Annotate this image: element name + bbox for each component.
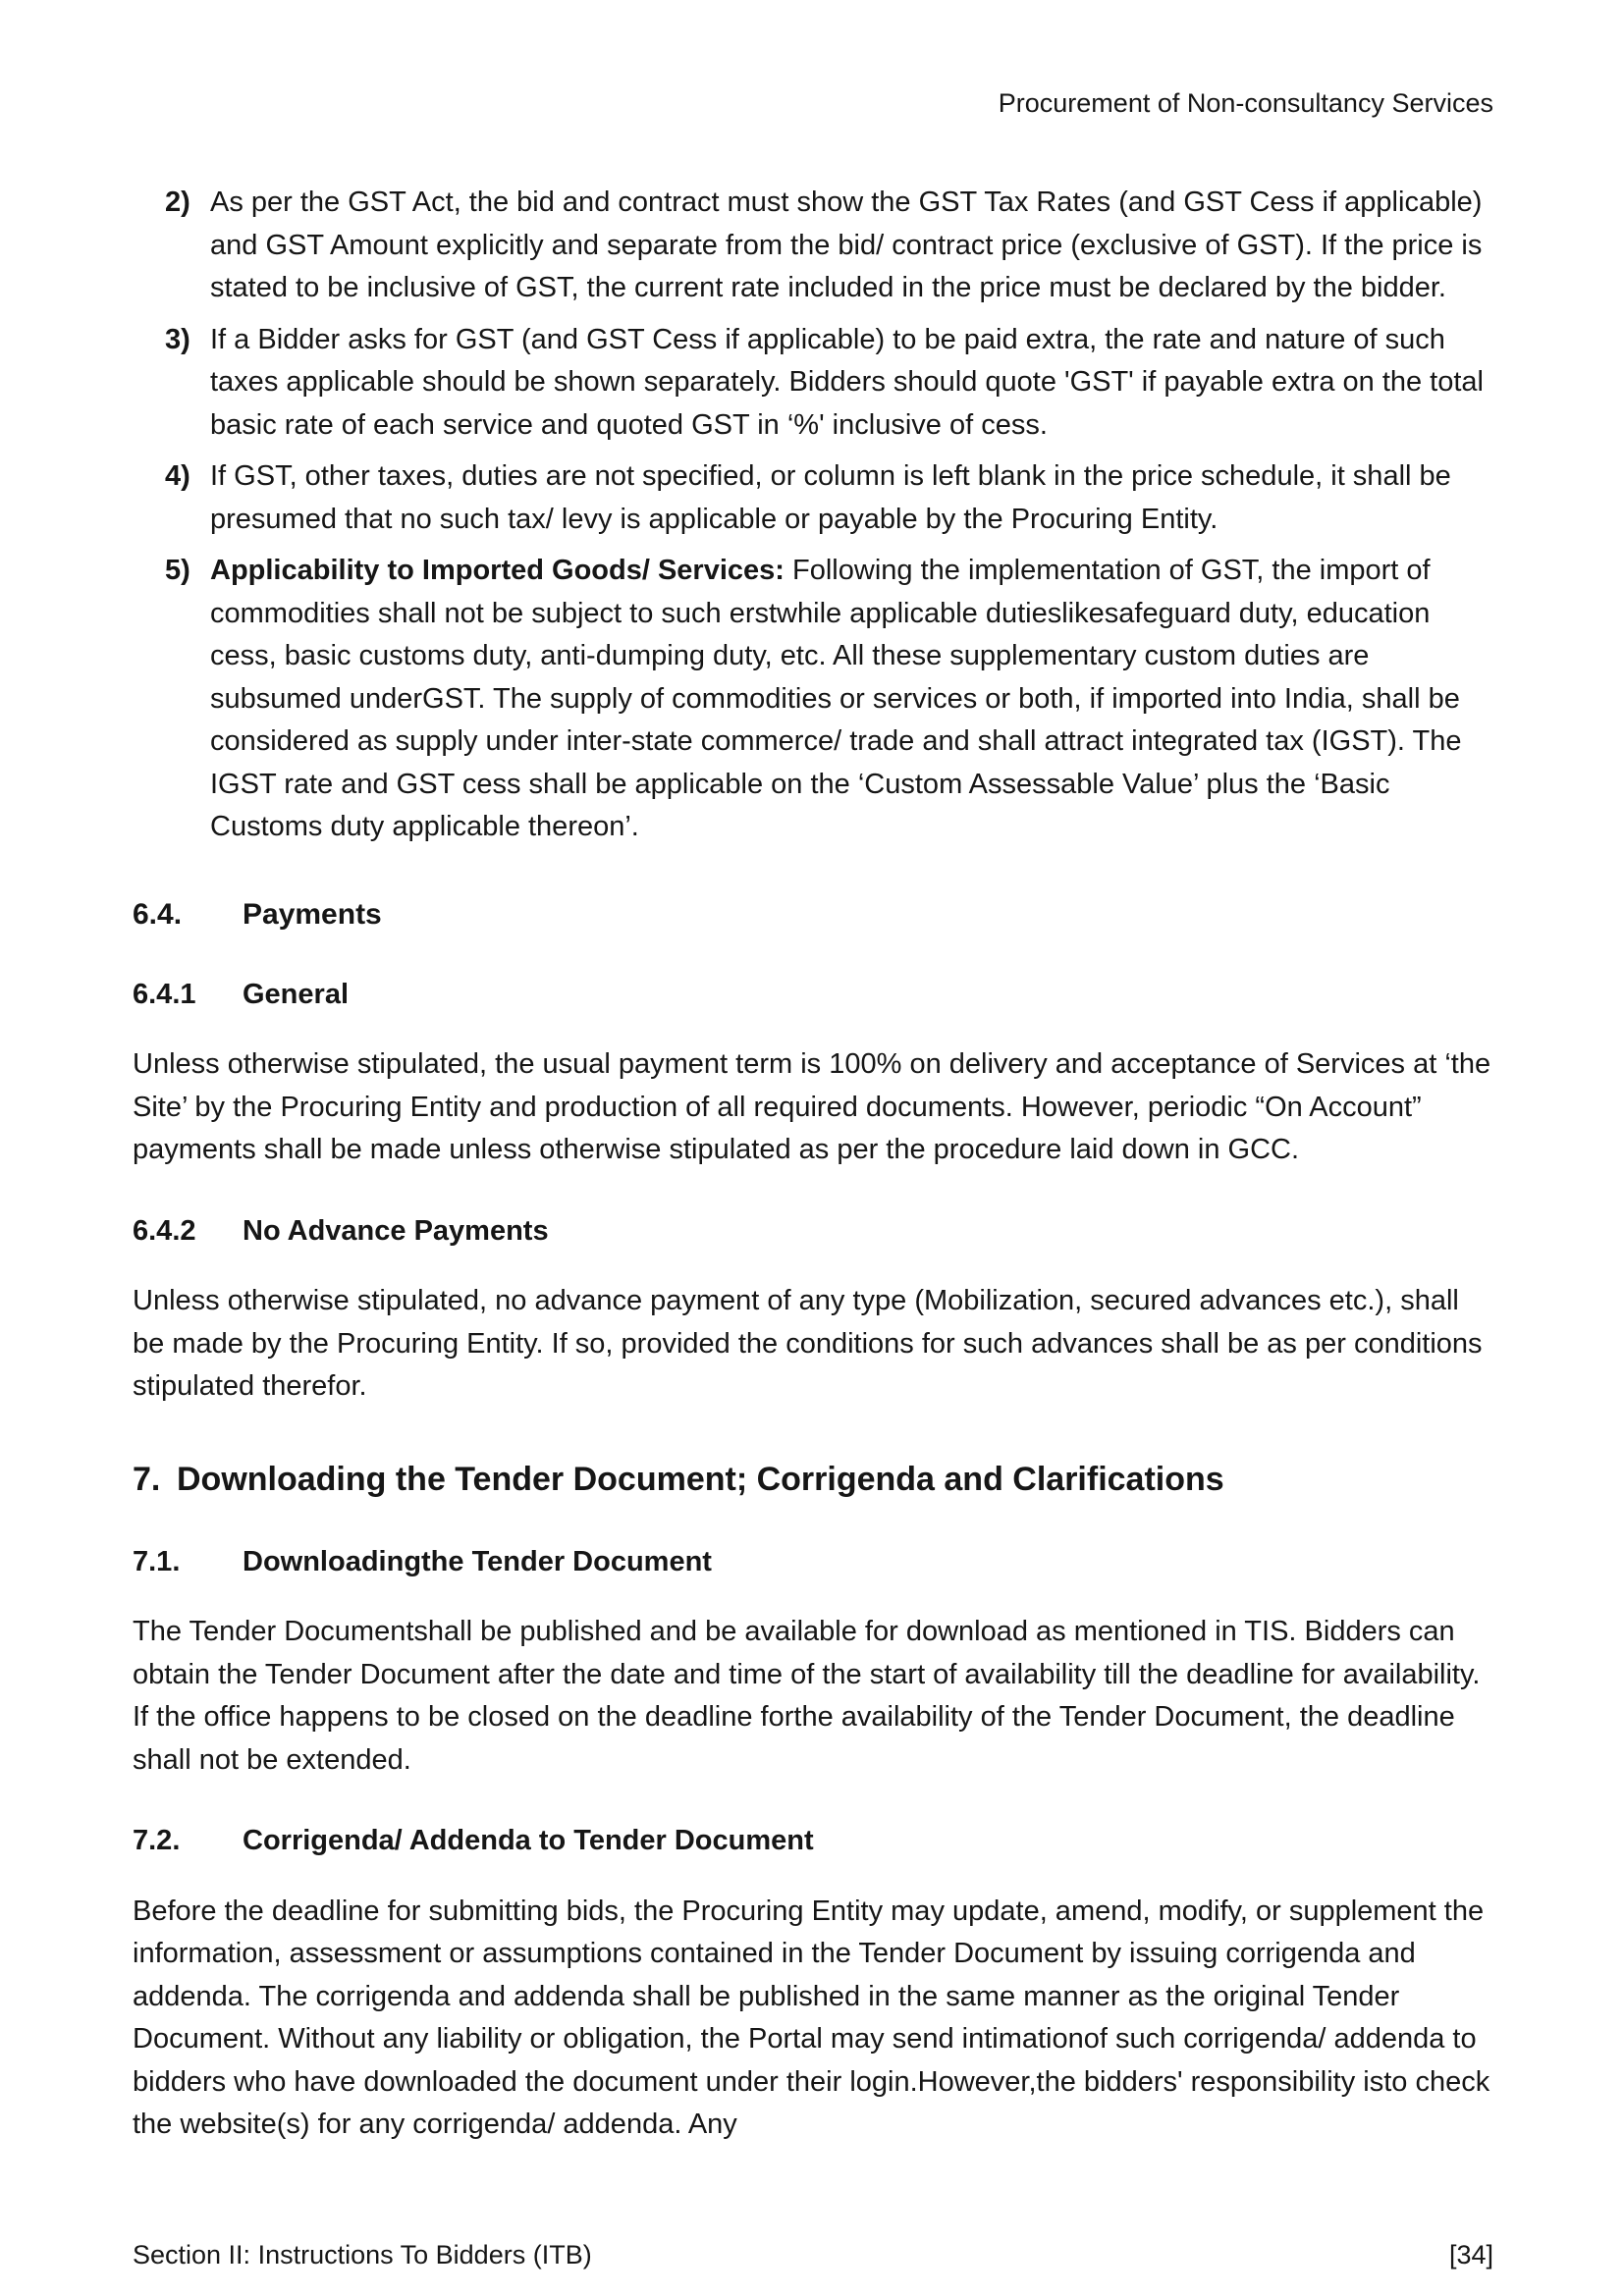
list-item-bold-lead: Applicability to Imported Goods/ Services: (210, 555, 785, 586)
section-heading-6-4-1 (133, 975, 1493, 1015)
list-item-4 (165, 455, 1493, 541)
numbered-list (165, 182, 1493, 849)
page-footer (133, 2240, 1493, 2270)
section-heading-6-4-2 (133, 1211, 1493, 1252)
list-item-5 (165, 550, 1493, 849)
paragraph-no-advance: Unless otherwise stipulated, no advance payment of any type (Mobilization, secured advances etc.), shall be made by the Procuring Entity. If so, provided the conditions for such advances shall be as per conditions stipulated therefor. (133, 1285, 1483, 1403)
page-header: Procurement of Non-consultancy Services (998, 88, 1493, 118)
section-title: Downloading the Tender Document; Corrigenda and Clarifications (177, 1460, 1224, 1498)
section-title: General (243, 978, 349, 1010)
section-heading-7-2 (133, 1821, 1493, 1861)
list-item-text: If GST, other taxes, duties are not specified, or column is left blank in the price schedule, it shall be presumed that no such tax/ levy is applicable or payable by the Procuring Entity. (210, 460, 1451, 535)
section-number: 6.4. (133, 897, 183, 931)
list-item-number: 4) (165, 460, 190, 492)
section-number: 6.4.1 (133, 978, 196, 1010)
section-title: Corrigenda/ Addenda to Tender Document (243, 1825, 814, 1857)
list-item-number: 3) (165, 323, 190, 355)
list-item-text: As per the GST Act, the bid and contract must show the GST Tax Rates (and GST Cess if applicable) and GST Amount explicitly and separate from the bid/ contract price (exclusive of GST). If the price is stated to be inclusive of GST, the current rate included in the price must be declared by the bidder. (210, 187, 1483, 303)
list-item-text (210, 550, 1493, 849)
list-item-body: Following the implementation of GST, the import of commodities shall not be subject to such erstwhile applicable dutieslikesafeguard duty, education cess, basic customs duty, anti-dumping duty, etc. All these supplementary custom duties are subsumed underGST. The supply of commodities or services or both, if imported into India, shall be considered as supply under inter-state commerce/ trade and shall attract integrated tax (IGST). The IGST rate and GST cess shall be applicable on the ‘Custom Assessable Value’ plus the ‘Basic Customs duty applicable thereon’. (210, 555, 1462, 842)
page-number: [34] (1448, 2240, 1493, 2269)
paragraph-corrigenda: Before the deadline for submitting bids, the Procuring Entity may update, amend, modify, or supplement the information, assessment or assumptions contained in the Tender Document by issuing corrigenda and addenda. The corrigenda and addenda shall be published in the same manner as the original Tender Document. Without any liability or obligation, the Portal may send intimationof such corrigenda/ addenda to bidders who have downloaded the document under their login.However,the bidders' responsibility isto check the website(s) for any corrigenda/ addenda. Any (133, 1895, 1490, 2141)
section-number: 7.1. (133, 1545, 181, 1577)
list-item-text: If a Bidder asks for GST (and GST Cess if applicable) to be paid extra, the rate and nature of such taxes applicable should be shown separately. Bidders should quote 'GST' if payable extra on the total basic rate of each service and quoted GST in ‘%' inclusive of cess. (210, 323, 1484, 441)
list-item-number: 2) (165, 187, 190, 218)
section-title: Downloadingthe Tender Document (243, 1545, 712, 1577)
section-number: 7. (133, 1460, 161, 1498)
section-number: 7.2. (133, 1825, 181, 1857)
section-number: 6.4.2 (133, 1214, 196, 1247)
section-heading-6-4 (133, 894, 1493, 935)
section-heading-7 (133, 1458, 1493, 1503)
section-title: No Advance Payments (243, 1214, 549, 1247)
section-title: Payments (243, 897, 382, 931)
paragraph-downloading: The Tender Documentshall be published and be available for download as mentioned in TIS. Bidders can obtain the Tender Document after the date and time of the start of availability till the deadline for availability. If the office happens to be closed on the deadline forthe availability of the Tender Document, the deadline shall not be extended. (133, 1616, 1481, 1776)
paragraph-general: Unless otherwise stipulated, the usual payment term is 100% on delivery and acceptance of Services at ‘the Site’ by the Procuring Entity and production of all required documents. However, periodic “On Account” payments shall be made unless otherwise stipulated as per the procedure laid down in GCC. (133, 1048, 1491, 1166)
list-item-2 (165, 182, 1493, 310)
list-item-number: 5) (165, 555, 190, 586)
footer-section-label: Section II: Instructions To Bidders (ITB) (133, 2240, 592, 2269)
section-heading-7-1 (133, 1542, 1493, 1582)
list-item-3 (165, 319, 1493, 448)
